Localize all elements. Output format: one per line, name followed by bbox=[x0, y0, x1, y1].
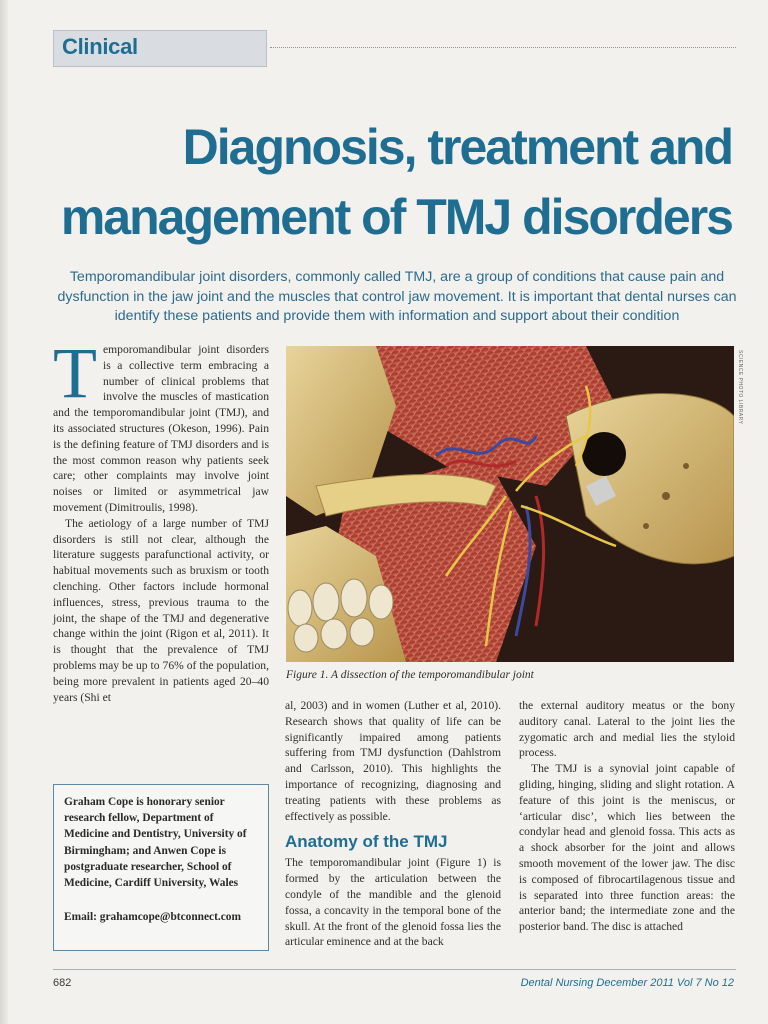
aetiology-paragraph: The aetiology of a large number of TMJ disorders is still not clear, although the literature suggests parafunctional activity, or habitual movements such as bruxism or tooth clenching. Other factors include hormonal influences, stress, previous trauma to the joint, the shape of the TMJ and degenerative change within the joint (Rigon et al, 2011). It is thought that the prevalence of TMJ problems may be up to 76% of the population, being more prevalent in patients aged 20–40 years (Shi et bbox=[53, 516, 269, 704]
anatomy-subheading: Anatomy of the TMJ bbox=[285, 832, 448, 852]
section-label: Clinical bbox=[53, 30, 267, 67]
author-email: Email: grahamcope@btconnect.com bbox=[64, 911, 241, 924]
article-title bbox=[40, 112, 732, 252]
figure-image bbox=[286, 346, 734, 662]
author-bio: Graham Cope is honorary senior research fellow, Department of Medicine and Dentistry, University of Birmingham; and Anwen Cope is postgraduate researcher, School of Medicine, Cardiff University, Wales bbox=[64, 796, 247, 890]
left-column bbox=[53, 333, 269, 705]
page-number: 682 bbox=[53, 977, 72, 989]
anatomy-continued-paragraph: the external auditory meatus or the bony auditory canal. Lateral to the joint lies the zygomatic arch and medial lies the styloid process. bbox=[519, 699, 735, 760]
synovial-paragraph: The TMJ is a synovial joint capable of gliding, hinging, sliding and slight rotation. A feature of this joint is the meniscus, or ‘articular disc’, which lies between the condylar head and glenoid fossa. This acts as a shock absorber for the joint and allows smooth movement of the lower jaw. The disc is composed of fibrocartilagenous tissue and is separated into three function areas: the anterior band; the intermediate zone and the posterior band. The disc is attached bbox=[519, 762, 735, 934]
drop-cap: T bbox=[53, 333, 97, 413]
footer-divider bbox=[53, 969, 736, 970]
page-edge bbox=[0, 0, 8, 1024]
right-column bbox=[519, 698, 735, 935]
journal-citation: Dental Nursing December 2011 Vol 7 No 12 bbox=[520, 977, 734, 989]
intro-text: emporomandibular joint disorders is a collective term embracing a number of clinical problems that involve the muscles of mastication and the temporomandibular joint (TMJ), and its associated structures (Okeson, 1996). Pain is the defining feature of TMJ disorders and is the most common reason why patients seek care; other complaints may involve joint noises or limited or asymmetrical jaw movement (Dimitroulis, 1998). bbox=[53, 343, 269, 514]
middle-column bbox=[285, 698, 501, 950]
standfirst: Temporomandibular joint disorders, commonly called TMJ, are a group of conditions that cause pain and dysfunction in the jaw joint and the muscles that control jaw movement. It is important that dental nurses can identify these patients and provide them with information and support about their condition bbox=[57, 269, 737, 324]
title-line-2: management of TMJ disorders bbox=[60, 189, 732, 245]
figure-credit: SCIENCE PHOTO LIBRARY bbox=[737, 350, 743, 425]
author-box bbox=[53, 784, 269, 951]
section-divider bbox=[270, 47, 736, 48]
intro-paragraph bbox=[53, 333, 269, 516]
anatomy-paragraph: The temporomandibular joint (Figure 1) is formed by the articulation between the condyle of the mandible and the glenoid fossa, a concavity in the temporal bone of the skull. At the front of the glenoid fossa lies the articular eminence and at the back bbox=[285, 856, 501, 949]
continued-paragraph: al, 2003) and in women (Luther et al, 2010). Research shows that quality of life can be significantly impaired among patients suffering from TMJ dysfunction (Dahlstrom and Carlsson, 2010). This highlights the importance of recognizing, diagnosing and treating patients with these problems as effectively as possible. bbox=[285, 699, 501, 823]
tmj-dissection-illustration bbox=[286, 346, 734, 662]
figure-caption: Figure 1. A dissection of the temporomandibular joint bbox=[286, 669, 534, 681]
title-line-1: Diagnosis, treatment and bbox=[182, 119, 732, 175]
